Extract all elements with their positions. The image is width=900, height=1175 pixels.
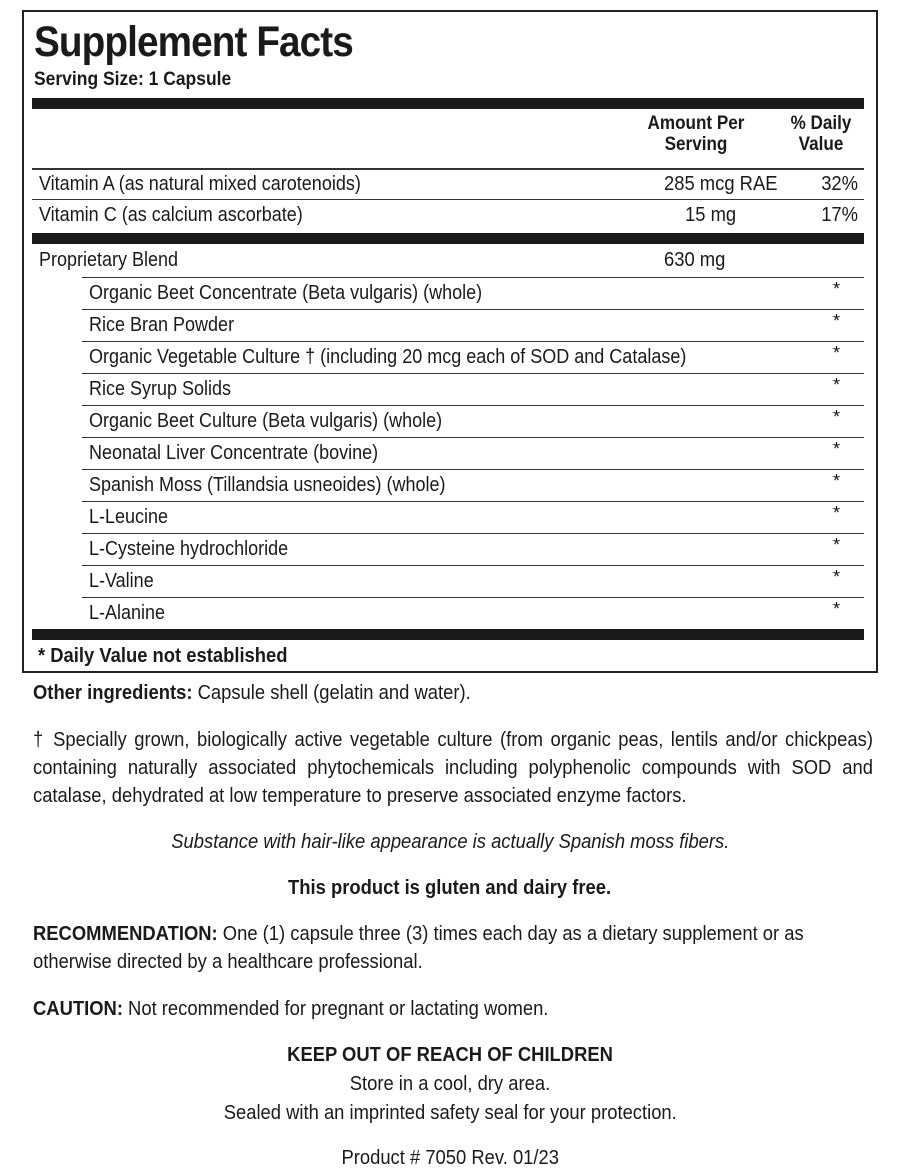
dagger-footnote: [33, 726, 873, 810]
blend-item-row: [32, 341, 864, 373]
gluten-note: [0, 874, 900, 902]
storage-text: Store in a cool, dry area.: [349, 1073, 551, 1095]
nutrient-daily-value: 32%: [821, 173, 858, 195]
blend-item-name: Spanish Moss (Tillandsia usneoides) (whole): [89, 474, 446, 496]
product-number-text: Product # 7050 Rev. 01/23: [341, 1147, 559, 1169]
blend-item-name: L-Leucine: [89, 506, 169, 528]
blend-item-daily-value: *: [832, 471, 840, 491]
panel-title: Supplement Facts: [34, 18, 353, 66]
nutrient-name: Vitamin A (as natural mixed carotenoids): [39, 173, 361, 195]
storage-note: [0, 1070, 900, 1098]
blend-item-row: [32, 597, 864, 629]
blend-item-row: [32, 533, 864, 565]
nutrient-name: Vitamin C (as calcium ascorbate): [39, 204, 303, 226]
blend-item-name: L-Alanine: [89, 602, 166, 624]
keep-out-text: KEEP OUT OF REACH OF CHILDREN: [287, 1044, 613, 1066]
blend-name: Proprietary Blend: [39, 249, 179, 271]
recommendation-value: One (1) capsule three (3) times each day as a dietary supplement or as otherwise directed by a healthcare professional.: [33, 923, 804, 973]
caution: [33, 995, 873, 1023]
keep-out-warning: [0, 1041, 900, 1069]
blend-item-row: [32, 469, 864, 501]
blend-item-name: L-Cysteine hydrochloride: [89, 538, 289, 560]
blend-item-name: Neonatal Liver Concentrate (bovine): [89, 442, 379, 464]
daily-value-footnote: * Daily Value not established: [38, 645, 288, 667]
other-ingredients-value: Capsule shell (gelatin and water).: [192, 682, 471, 704]
divider-bar-top: [32, 98, 864, 109]
blend-row: [32, 244, 864, 276]
other-ingredients: [33, 679, 873, 707]
nutrient-amount: 15 mg: [685, 204, 737, 226]
blend-item-name: Organic Vegetable Culture † (including 20 mcg each of SOD and Catalase): [89, 346, 687, 368]
blend-item-name: L-Valine: [89, 570, 154, 592]
blend-item-row: [32, 373, 864, 405]
blend-item-row: [32, 437, 864, 469]
nutrient-row-vitamin-c: [32, 199, 864, 231]
blend-item-daily-value: *: [832, 503, 840, 523]
blend-item-daily-value: *: [832, 599, 840, 619]
blend-item-daily-value: *: [832, 439, 840, 459]
header-daily-value: % Daily Value: [790, 113, 852, 155]
blend-item-daily-value: *: [832, 279, 840, 299]
blend-item-name: Rice Syrup Solids: [89, 378, 232, 400]
seal-note: [0, 1099, 900, 1127]
blend-amount: 630 mg: [664, 249, 726, 271]
blend-item-row: [32, 309, 864, 341]
blend-item-row: [32, 405, 864, 437]
caution-label: CAUTION:: [33, 998, 123, 1020]
divider-bar-middle: [32, 233, 864, 244]
blend-item-daily-value: *: [832, 311, 840, 331]
nutrient-row-vitamin-a: [32, 168, 864, 200]
blend-item-daily-value: *: [832, 535, 840, 555]
blend-item-name: Organic Beet Concentrate (Beta vulgaris) (whole): [89, 282, 483, 304]
product-number: [0, 1144, 900, 1172]
blend-item-name: Organic Beet Culture (Beta vulgaris) (whole): [89, 410, 443, 432]
recommendation-label: RECOMMENDATION:: [33, 923, 218, 945]
blend-item-row: [32, 501, 864, 533]
caution-value: Not recommended for pregnant or lactating women.: [122, 998, 549, 1020]
blend-item-row: [32, 277, 864, 309]
blend-item-name: Rice Bran Powder: [89, 314, 235, 336]
blend-item-daily-value: *: [832, 375, 840, 395]
recommendation: [33, 920, 873, 976]
gluten-note-text: This product is gluten and dairy free.: [288, 877, 612, 899]
blend-item-daily-value: *: [832, 567, 840, 587]
other-ingredients-label: Other ingredients:: [33, 682, 193, 704]
dagger-footnote-text: † Specially grown, biologically active vegetable culture (from organic peas, lentils and/or chickpeas) containing naturally associated phytochemicals including polyphenolic compounds with SOD and catalase, dehydrated at low temperature to preserve associated enzyme factors.: [33, 729, 873, 807]
blend-item-daily-value: *: [832, 407, 840, 427]
seal-text: Sealed with an imprinted safety seal for your protection.: [223, 1102, 677, 1124]
header-amount-per-serving: Amount Per Serving: [647, 113, 745, 155]
nutrient-daily-value: 17%: [821, 204, 858, 226]
moss-note: [0, 828, 900, 856]
divider-bar-bottom: [32, 629, 864, 640]
supplement-facts-panel: [22, 10, 878, 673]
blend-item-row: [32, 565, 864, 597]
blend-item-daily-value: *: [832, 343, 840, 363]
moss-note-text: Substance with hair-like appearance is actually Spanish moss fibers.: [170, 831, 730, 853]
serving-size: Serving Size: 1 Capsule: [34, 69, 232, 90]
nutrient-amount: 285 mcg RAE: [664, 173, 778, 195]
